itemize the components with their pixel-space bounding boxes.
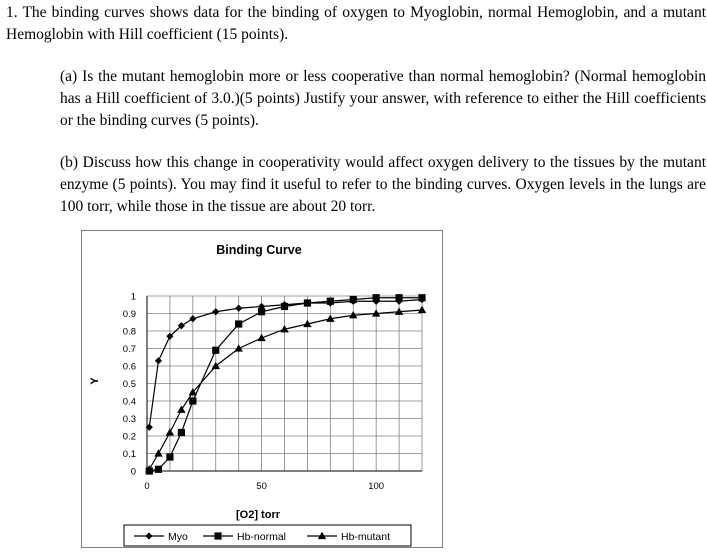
data-series [145, 294, 426, 474]
series-line-hb-mutant [149, 310, 422, 469]
chart-canvas [82, 231, 442, 547]
legend-label-myo: Myo [168, 531, 188, 543]
data-point-myo [189, 315, 196, 322]
x-tick-label: 0 [144, 481, 150, 492]
question-part-a: (a) Is the mutant hemoglobin more or less cooperative than normal hemoglobin? (Normal hemoglobin has a Hill coefficient of 3.0.)(5 points) Justify your answer, with reference to either the Hill coefficients or the binding curves (5 points). [60, 68, 706, 129]
question-text: 1. The binding curves shows data for the binding of oxygen to Myoglobin, normal Hemoglobin, and a mutant Hemoglobin with Hill coefficient (15 points). [6, 4, 706, 43]
data-point-myo [212, 308, 219, 315]
x-tick-label: 100 [368, 481, 385, 492]
y-tick-label: 0.5 [122, 379, 136, 390]
chart-title: Binding Curve [216, 243, 302, 257]
y-tick-label: 1 [130, 291, 136, 303]
data-point-hb-normal [327, 298, 334, 305]
y-tick-label: 0.3 [122, 414, 136, 425]
data-point-hb-normal [212, 347, 219, 354]
y-tick-label: 0.2 [122, 431, 136, 443]
data-point-hb-normal [155, 466, 162, 473]
tick-labels [123, 292, 384, 493]
y-tick-label: 0.9 [122, 309, 136, 320]
legend-marker-hb-normal [214, 532, 221, 539]
series-line-hb-normal [149, 298, 422, 471]
y-tick-label: 0.4 [122, 396, 136, 408]
data-point-hb-normal [258, 308, 265, 315]
y-axis-label: Y [89, 377, 101, 385]
data-point-hb-mutant [177, 406, 185, 413]
data-point-hb-normal [235, 320, 242, 327]
data-point-hb-normal [395, 294, 402, 301]
data-point-hb-mutant [418, 306, 426, 313]
y-tick-label: 0.8 [122, 326, 136, 338]
binding-curve-chart [81, 230, 443, 548]
legend [124, 525, 411, 546]
data-point-hb-mutant [166, 428, 174, 435]
series-myo [146, 296, 426, 431]
data-point-hb-normal [304, 299, 311, 306]
data-point-hb-normal [418, 294, 425, 301]
data-point-hb-normal [166, 453, 173, 460]
data-point-myo [235, 305, 242, 312]
data-point-hb-normal [373, 294, 380, 301]
data-point-hb-normal [281, 303, 288, 310]
question-part-b: (b) Discuss how this change in cooperativity would affect oxygen delivery to the tissues by the mutant enzyme (5 points). You may find it useful to refer to the binding curves. Oxygen levels in the lungs are 100 torr, while those in the tissue are about 20 torr. [60, 154, 706, 215]
data-point-hb-mutant [234, 344, 242, 351]
data-point-hb-normal [189, 397, 196, 404]
x-tick-label: 50 [256, 481, 267, 492]
x-axis-label: [O2] torr [236, 509, 280, 521]
data-point-hb-normal [350, 296, 357, 303]
y-tick-label: 0 [130, 466, 136, 478]
legend-label-hb-normal: Hb-normal [237, 531, 287, 543]
data-point-hb-normal [178, 429, 185, 436]
y-tick-label: 0.6 [122, 361, 136, 373]
data-point-myo [155, 357, 162, 364]
y-tick-label: 0.7 [122, 344, 136, 355]
y-tick-label: 0.1 [122, 449, 136, 460]
data-point-hb-mutant [212, 362, 220, 369]
data-point-hb-mutant [154, 449, 162, 456]
legend-label-hb-mutant: Hb-mutant [341, 531, 391, 543]
